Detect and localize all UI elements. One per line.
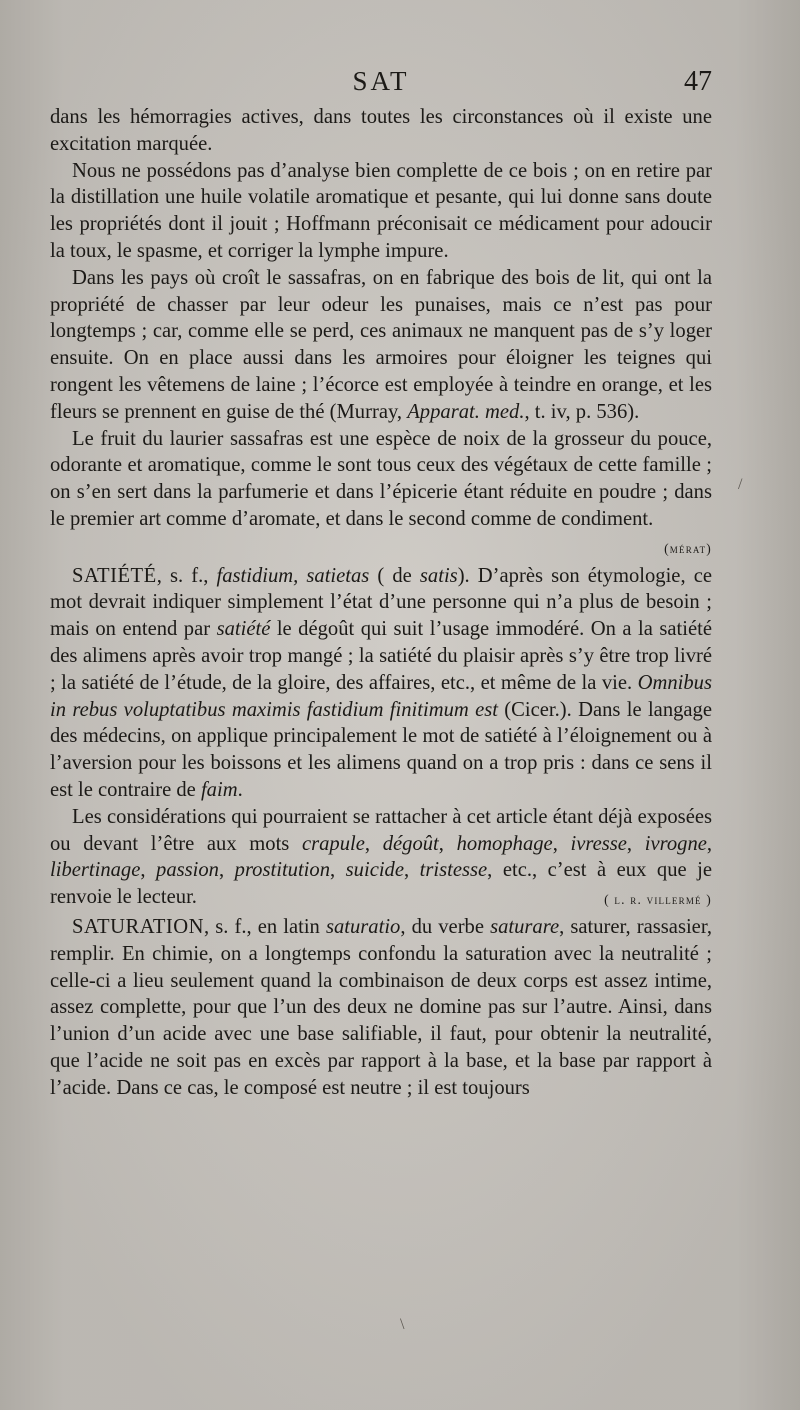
text-run: , xyxy=(330,859,346,882)
margin-mark: \ xyxy=(400,1316,405,1333)
text-run: , s. f., en latin xyxy=(204,915,326,938)
italic-term: homophage xyxy=(456,832,553,855)
italic-term: Apparat. med. xyxy=(407,400,525,423)
text-run: , xyxy=(626,832,645,855)
italic-term: satis xyxy=(419,564,458,587)
italic-term: libertinage xyxy=(50,859,141,882)
text-run: , xyxy=(706,832,713,855)
text-run: . xyxy=(237,778,243,801)
paragraph-p0 xyxy=(50,104,712,158)
text-run: , xyxy=(140,859,157,882)
author-signature: ( l. r. villermé ) xyxy=(604,892,712,908)
italic-term: ivresse xyxy=(570,832,627,855)
text-run: , xyxy=(552,832,571,855)
text-run: , xyxy=(364,832,383,855)
text-run: , du verbe xyxy=(400,915,491,938)
text-run: , saturer, rassasier, remplir. En chimie, on a longtemps confondu la saturation avec la neutralité ; celle-ci a lieu seulement quand la combinaison de deux corps est assez intime, assez complette, pour que l’un des deux ne domine pas sur l’autre. Ainsi, dans l’union d’un acide avec une base salifiable, il faut, pour obtenir la neutralité, que l’acide ne soit pas en excès par rapport à la base, et la base par rapport à l’acide. Dans ce cas, le composé est neutre ; il est toujours xyxy=(50,915,713,1099)
italic-term: suicide xyxy=(345,859,404,882)
page-number: 47 xyxy=(684,66,712,97)
italic-term: fastidium, satietas xyxy=(216,564,370,587)
text-run: , etc., c’est à eux que je renvoie le lecteur. xyxy=(50,859,713,909)
text-run: ). D’après son étymologie, ce mot devrait indiquer simplement l’état d’une personne qui n’a plus de besoin ; mais on entend par xyxy=(50,564,712,641)
italic-term: dégoût xyxy=(382,832,439,855)
italic-term: prostitution xyxy=(234,859,330,882)
running-head-word: SAT xyxy=(352,66,410,96)
entry-headword: SATURATION xyxy=(72,915,205,938)
italic-term: crapule xyxy=(301,832,365,855)
text-run: Dans les pays où croît le sassafras, on en fabrique des bois de lit, qui ont la propriété de chasser par leur odeur les punaises, mais ce n’est pas pour longtemps ; car, comme elle se perd, ces animaux ne manquent pas de s’y loger ensuite. On en place aussi dans les armoires pour éloigner les teignes qui rongent les vêtemens de laine ; l’écorce est employée à teindre en orange, et les fleurs se prennent en guise de thé (Murray, xyxy=(50,266,712,423)
text-run: (Cicer.). Dans le langage des médecins, on applique principalement le mot de satiété à l’éloignement ou à l’aversion pour les boissons et les alimens quand on a trop pris : dans ce sens il est le contraire de xyxy=(50,698,712,801)
italic-term: faim xyxy=(200,778,238,801)
text-run: dans les hémorragies actives, dans toutes les circonstances où il existe une excitation marquée. xyxy=(50,106,712,155)
italic-term: Omnibus in rebus voluptatibus maximis fastidium finitimum est xyxy=(50,671,712,721)
text-run: , s. f., xyxy=(156,564,217,587)
text-run: Nous ne possédons pas d’analyse bien complette de ce bois ; on en retire par la distillation une huile volatile aromatique et pesante, qui lui donne sans doute les propriétés dont il jouit ; Hoffmann préconisait ce médicament pour adoucir la toux, le spasme, et corriger la lymphe impure. xyxy=(50,159,712,262)
author-signature: (mérat) xyxy=(664,540,712,556)
paragraph-p1 xyxy=(50,158,712,265)
text-run: , xyxy=(218,859,235,882)
italic-term: saturare xyxy=(490,915,560,938)
body-text xyxy=(50,104,712,1101)
italic-term: tristesse xyxy=(419,859,488,882)
text-run: ( de xyxy=(369,564,420,587)
paragraph-p3 xyxy=(50,426,712,563)
italic-term: passion xyxy=(156,859,219,882)
text-run: , t. iv, p. 536). xyxy=(524,400,640,423)
italic-term: satiété xyxy=(216,618,271,641)
margin-mark: / xyxy=(738,476,743,493)
paragraph-p4 xyxy=(50,563,712,804)
italic-term: saturatio xyxy=(325,915,401,938)
text-run: Le fruit du laurier sassafras est une espèce de noix de la grosseur du pouce, odorante et aromatique, comme le sont tous ceux des végétaux de cette famille ; on s’en sert dans la parfumerie et dans l’épicerie étant réduite en poudre ; dans le premier art comme d’aromate, et dans le second comme de condiment. xyxy=(50,427,712,530)
text-run: , xyxy=(404,859,420,882)
paragraph-p2 xyxy=(50,265,712,426)
paragraph-p6 xyxy=(50,914,712,1102)
text-run: , xyxy=(438,832,457,855)
italic-term: ivrogne xyxy=(644,832,707,855)
paragraph-p5 xyxy=(50,804,712,914)
running-header xyxy=(50,66,712,102)
text-run: Les considérations qui pourraient se rattacher à cet article étant déjà exposées ou devant l’être aux mots xyxy=(50,805,712,855)
entry-headword: SATIÉTÉ xyxy=(72,564,157,587)
text-run: le dégoût qui suit l’usage immodéré. On a la satiété des alimens après avoir trop mangé ; la satiété du plaisir après s’y être trop livré ; la satiété de l’étude, de la gloire, des affaires, etc., et même de la vie. xyxy=(50,618,712,694)
